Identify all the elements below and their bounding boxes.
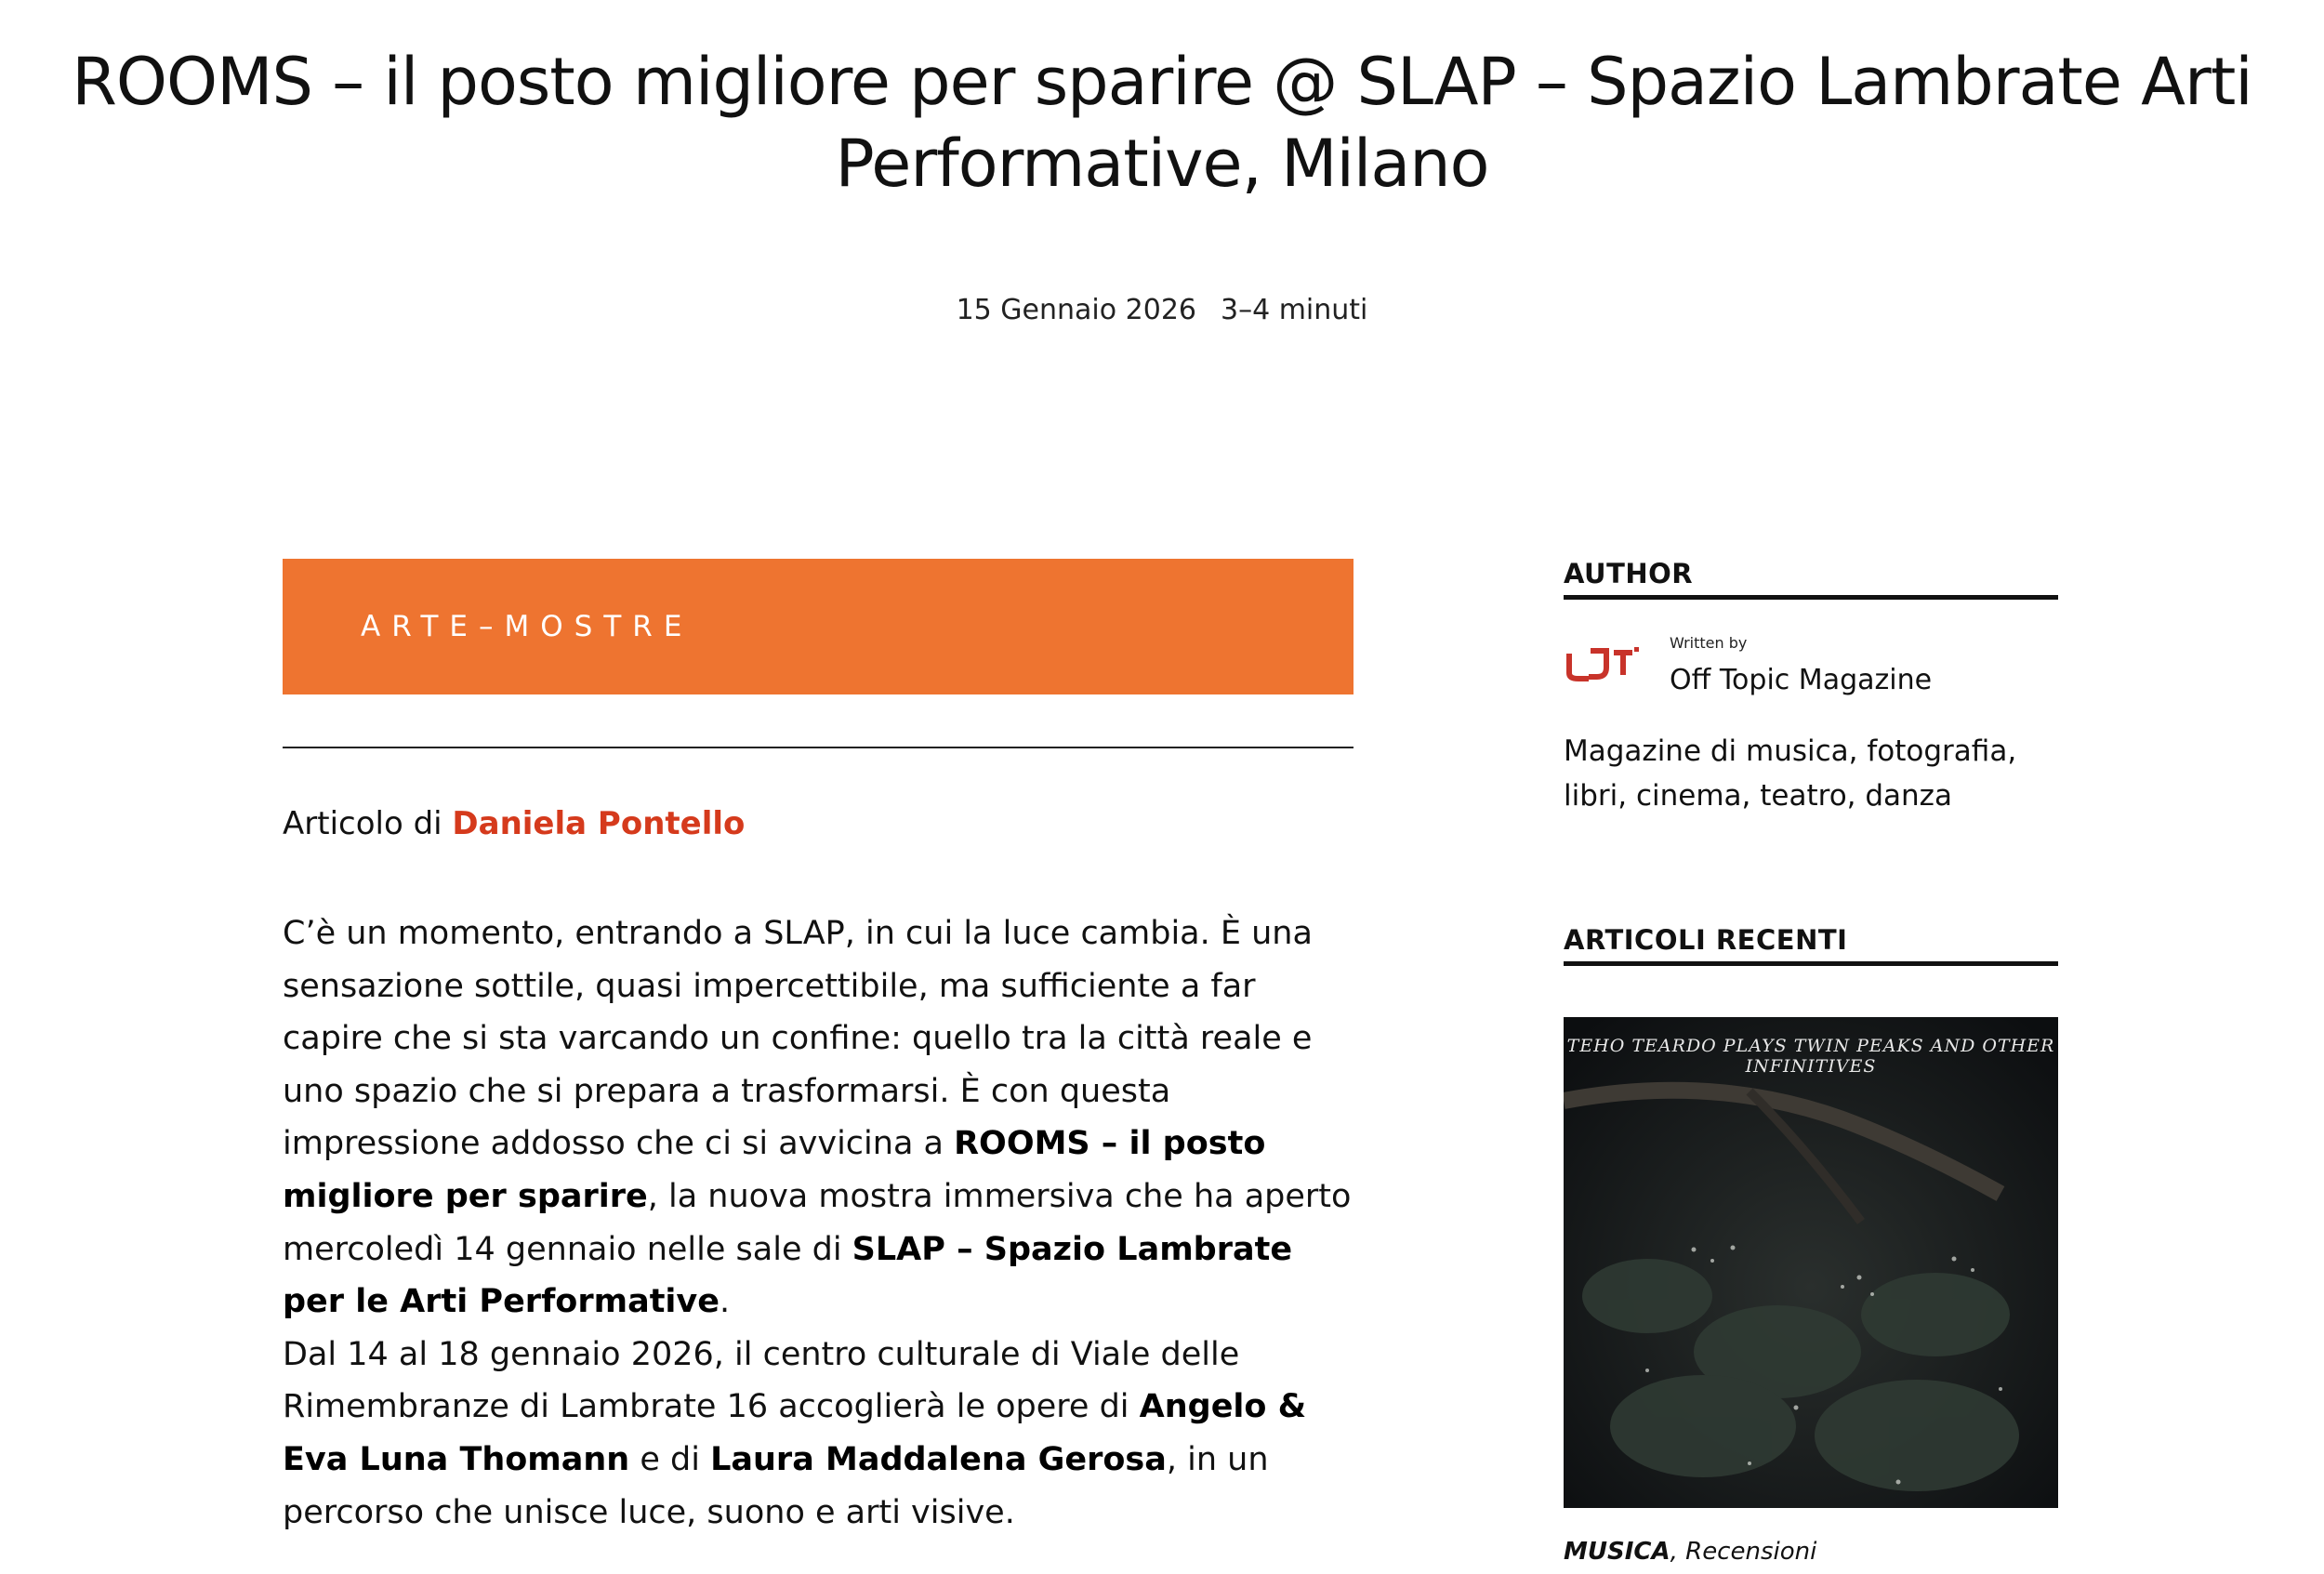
bold-venue-name: SLAP – Spazio Lambrate per le Arti Performative	[283, 1230, 1293, 1321]
category-banner[interactable]	[283, 559, 1353, 694]
recent-articles-title: ARTICOLI RECENTI	[1564, 924, 2058, 966]
paragraph-text: .	[719, 1283, 731, 1321]
paragraph-text: , la nuova mostra immersiva che ha aperto mercoledì 14 gennaio nelle sale di	[283, 1177, 1352, 1268]
paragraph-text: Dal 14 al 18 gennaio 2026, il centro culturale di Viale delle Rimembranze di Lambrate 16 accoglierà le opere di	[283, 1335, 1240, 1426]
paragraph-text: , in un percorso che unisce luce, suono e arti visive.	[283, 1440, 1269, 1531]
article-paragraph-2	[283, 1329, 1356, 1539]
paragraph-text: e di	[629, 1440, 711, 1478]
post-date: 15 Gennaio 2026	[956, 294, 1196, 326]
author-widget-title: AUTHOR	[1564, 558, 2058, 600]
byline-prefix: Articolo di	[283, 805, 453, 842]
byline	[283, 805, 745, 842]
bold-artist-name: Angelo & Eva Luna Thomann	[283, 1388, 1307, 1478]
forest-artwork	[1564, 1017, 2058, 1508]
category-link-musica[interactable]: MUSICA	[1564, 1538, 1670, 1566]
written-by-label: Written by	[1670, 634, 1748, 652]
album-cover-text: TEHO TEARDO PLAYS TWIN PEAKS AND OTHER INFINITIVES	[1566, 1036, 2055, 1077]
author-description: Magazine di musica, fotografia, libri, cinema, teatro, danza	[1564, 734, 2017, 813]
recent-article-thumbnail[interactable]	[1564, 1017, 2058, 1508]
bold-artist-name: Laura Maddalena Gerosa	[710, 1440, 1167, 1478]
post-meta	[0, 294, 2324, 326]
bold-exhibition-name: ROOMS – il posto migliore per sparire	[283, 1125, 1266, 1215]
category-label: ARTE–MOSTRE	[361, 610, 693, 643]
page-title: ROOMS – il posto migliore per sparire @ SLAP – Spazio Lambrate Arti Performative, Milano	[72, 44, 2252, 202]
category-separator: ,	[1670, 1538, 1686, 1566]
article-body	[283, 907, 1356, 1539]
divider	[283, 747, 1353, 748]
category-link-recensioni[interactable]: Recensioni	[1685, 1538, 1817, 1566]
sidebar-author-name[interactable]: Off Topic Magazine	[1670, 664, 1933, 696]
author-link[interactable]: Daniela Pontello	[452, 805, 746, 842]
article-paragraph-1	[283, 907, 1356, 1329]
reading-time: 3–4 minuti	[1221, 294, 1368, 326]
off-topic-logo-icon[interactable]	[1565, 642, 1640, 686]
recent-article-categories	[1564, 1538, 1816, 1566]
paragraph-text: C’è un momento, entrando a SLAP, in cui la luce cambia. È una sensazione sottile, quasi impercettibile, ma sufficiente a far capire che si sta varcando un confine: quello tra la città reale e uno spazio che si prepara a trasformarsi. È con questa impressione addosso che ci si avvicina a	[283, 915, 1313, 1163]
